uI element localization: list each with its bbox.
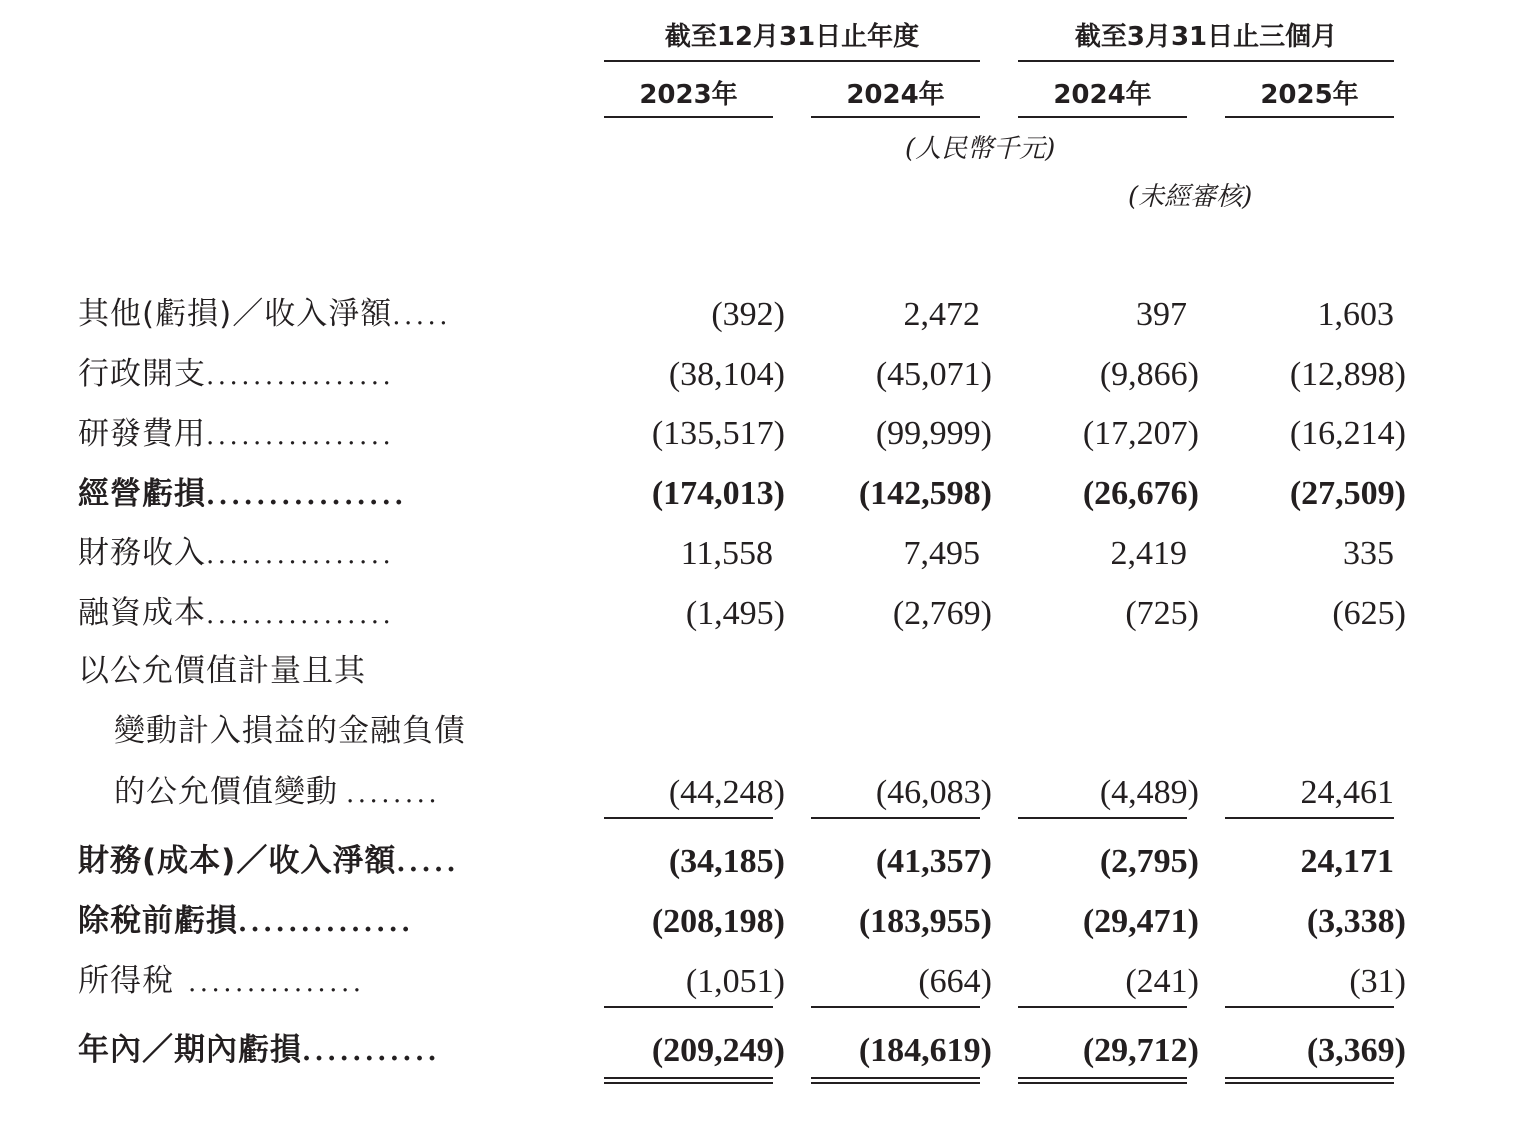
row-label-income-tax: 所得稅 ............... [78,963,365,999]
cell-value: (17,207) [1082,415,1199,452]
cell-value: (4,489) [1099,774,1199,811]
cell-value: (174,013) [651,475,785,512]
subtotal-rule [811,817,980,819]
cell-value: (664) [918,963,992,1000]
cell-value: (99,999) [875,415,992,452]
subtotal-rule [604,1006,773,1008]
column-header-2025-q: 2025年 [1260,80,1359,110]
cell-value: (9,866) [1099,356,1199,393]
cell-value: (16,214) [1289,415,1406,452]
row-label-finance-income: 財務收入................ [78,535,395,571]
cell-value: (725) [1125,595,1199,632]
column-header-2024: 2024年 [846,80,945,110]
cell-value: 2,419 [1110,535,1187,572]
cell-value: (184,619) [858,1032,992,1069]
unit-note: (人民幣千元) [905,134,1056,164]
column-header-2024-q: 2024年 [1053,80,1152,110]
total-double-rule [1018,1077,1187,1084]
cell-value: (183,955) [858,903,992,940]
cell-value: (44,248) [668,774,785,811]
cell-value: (3,338) [1306,903,1406,940]
header-underline [1225,116,1394,118]
row-label-fair-value-line1: 以公允價值計量且其 [78,653,366,689]
row-label-loss-before-tax: 除稅前虧損.............. [78,903,414,939]
row-label-finance-costs: 融資成本................ [78,595,395,631]
cell-value: 1,603 [1317,296,1394,333]
cell-value: (241) [1125,963,1199,1000]
cell-value: 11,558 [680,535,773,572]
header-underline [604,116,773,118]
row-label-fair-value-line3: 的公允價值變動 ........ [114,774,441,810]
row-label-fair-value-line2: 變動計入損益的金融負債 [114,713,466,749]
cell-value: (29,712) [1082,1032,1199,1069]
cell-value: (1,051) [685,963,785,1000]
cell-value: (209,249) [651,1032,785,1069]
row-label-rnd-expenses: 研發費用................ [78,416,395,452]
cell-value: (625) [1332,595,1406,632]
cell-value: (34,185) [668,843,785,880]
total-double-rule [811,1077,980,1084]
cell-value: 24,461 [1300,774,1394,811]
subtotal-rule [1018,1006,1187,1008]
subtotal-rule [811,1006,980,1008]
cell-value: 335 [1343,535,1394,572]
cell-value: (142,598) [858,475,992,512]
group-underline [604,60,980,62]
cell-value: (208,198) [651,903,785,940]
column-group-title-quarter: 截至3月31日止三個月 [1074,22,1338,52]
cell-value: 7,495 [903,535,980,572]
row-label-operating-loss: 經營虧損................ [78,476,407,512]
cell-value: (46,083) [875,774,992,811]
cell-value: (392) [711,296,785,333]
cell-value: (31) [1349,963,1406,1000]
cell-value: (135,517) [651,415,785,452]
cell-value: (2,795) [1099,843,1199,880]
row-label-finance-net: 財務(成本)／收入淨額..... [78,843,460,879]
subtotal-rule [604,817,773,819]
cell-value: (29,471) [1082,903,1199,940]
cell-value: 397 [1136,296,1187,333]
row-label-admin-expenses: 行政開支................ [78,356,395,392]
subtotal-rule [1225,1006,1394,1008]
total-double-rule [1225,1077,1394,1084]
group-underline [1018,60,1394,62]
cell-value: (38,104) [668,356,785,393]
cell-value: (27,509) [1289,475,1406,512]
cell-value: (41,357) [875,843,992,880]
cell-value: (1,495) [685,595,785,632]
subtotal-rule [1018,817,1187,819]
header-underline [1018,116,1187,118]
cell-value: 24,171 [1300,843,1394,880]
cell-value: (12,898) [1289,356,1406,393]
cell-value: (26,676) [1082,475,1199,512]
cell-value: (2,769) [892,595,992,632]
total-double-rule [604,1077,773,1084]
cell-value: 2,472 [903,296,980,333]
unaudited-note: (未經審核) [1128,182,1253,212]
row-label-loss-for-period: 年內／期內虧損........... [78,1032,441,1068]
column-group-title-year: 截至12月31日止年度 [664,22,920,52]
subtotal-rule [1225,817,1394,819]
column-header-2023: 2023年 [639,80,738,110]
row-label-other-net: 其他(虧損)／收入淨額..... [78,296,452,332]
header-underline [811,116,980,118]
cell-value: (3,369) [1306,1032,1406,1069]
cell-value: (45,071) [875,356,992,393]
